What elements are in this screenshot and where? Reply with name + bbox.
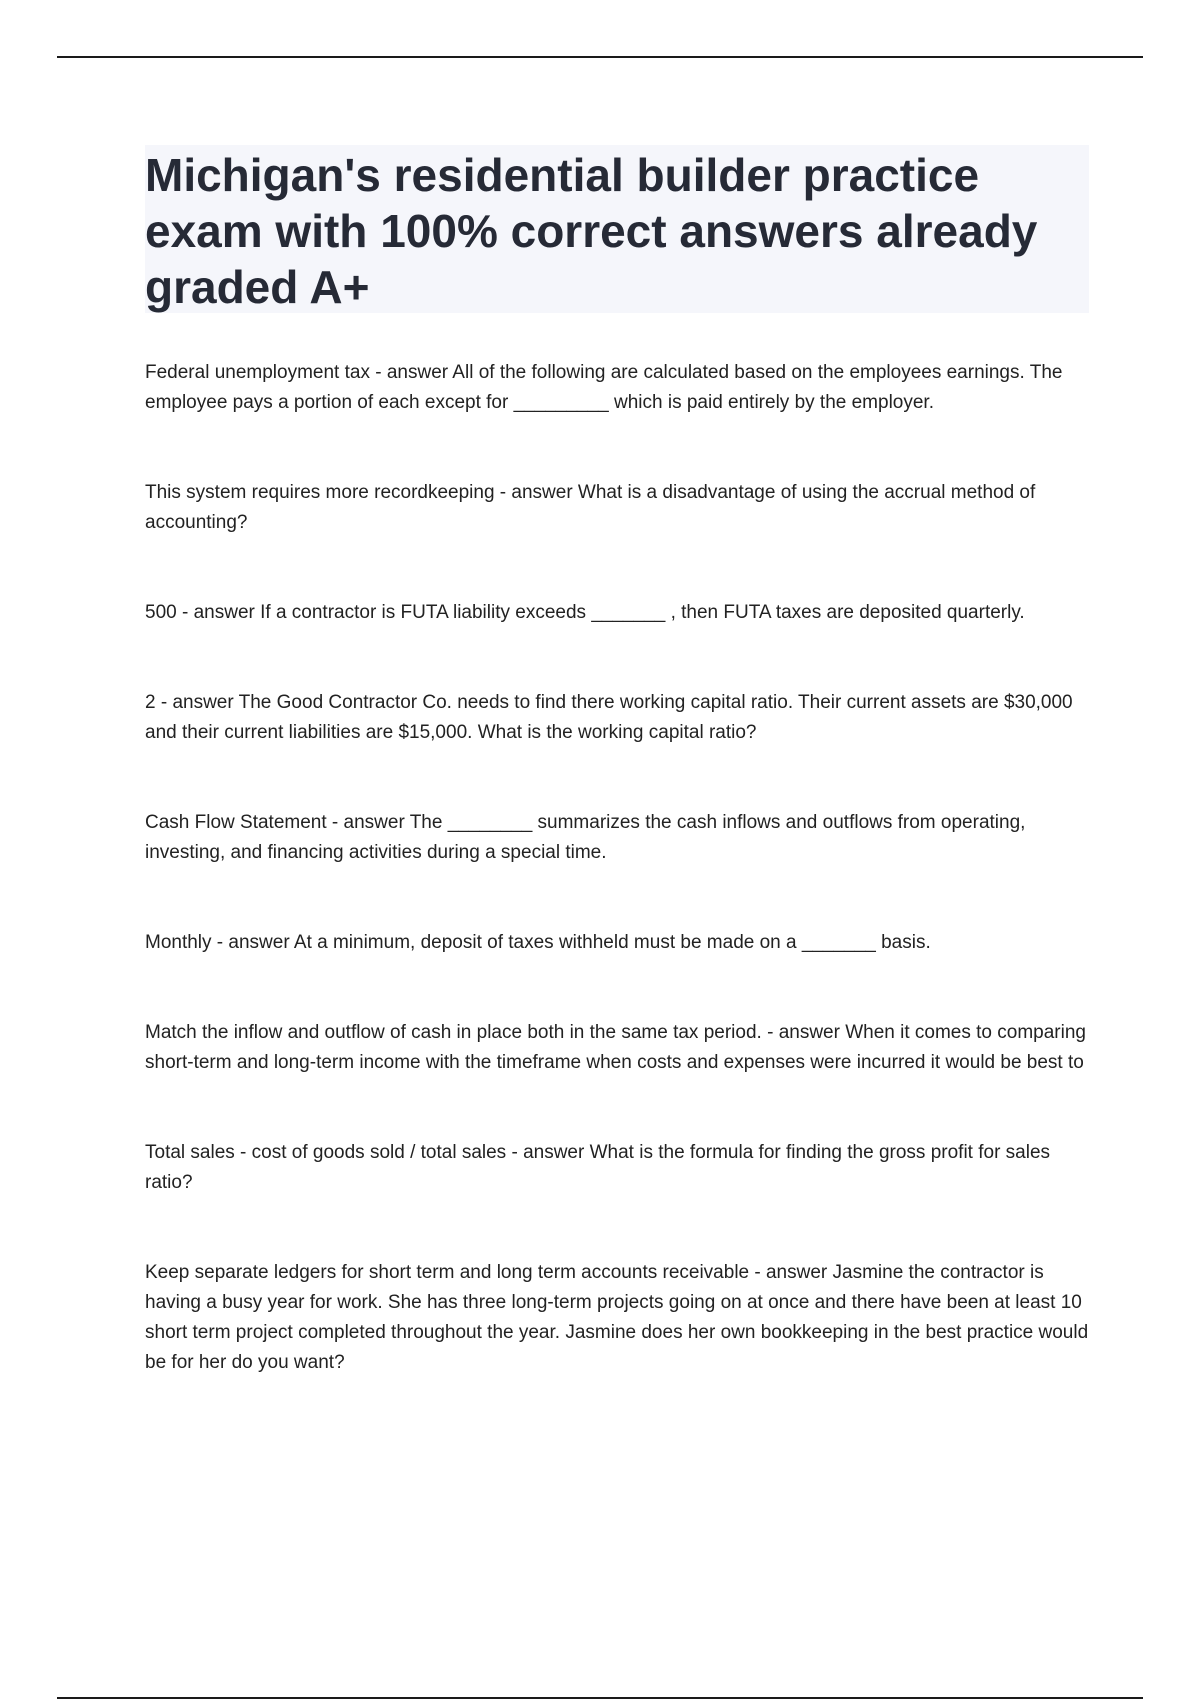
qa-item-6: Monthly - answer At a minimum, deposit of taxes withheld must be made on a _______ basis. bbox=[145, 932, 931, 953]
qa-item-4: 2 - answer The Good Contractor Co. needs to find there working capital ratio. Their current assets are $30,000 and their current liabilities are $15,000. What is the working capital ratio? bbox=[145, 692, 1073, 743]
top-divider bbox=[57, 56, 1143, 58]
qa-item-9: Keep separate ledgers for short term and long term accounts receivable - answer Jasmine the contractor is having a busy year for work. She has three long-term projects going on at once and there have been at least 10 short term project completed throughout the year. Jasmine does her own bookkeeping in the best practice would be for her do you want? bbox=[145, 1262, 1089, 1373]
qa-item-8: Total sales - cost of goods sold / total sales - answer What is the formula for finding the gross profit for sales ratio? bbox=[145, 1142, 1051, 1193]
qa-list bbox=[145, 358, 1089, 1438]
qa-item-2: This system requires more recordkeeping - answer What is a disadvantage of using the accrual method of accounting? bbox=[145, 482, 1036, 533]
qa-item-5: Cash Flow Statement - answer The ________ summarizes the cash inflows and outflows from operating, investing, and financing activities during a special time. bbox=[145, 812, 1026, 863]
qa-item-1: Federal unemployment tax - answer All of the following are calculated based on the employees earnings. The employee pays a portion of each except for _________ which is paid entirely by the employer. bbox=[145, 362, 1063, 413]
qa-item-7: Match the inflow and outflow of cash in place both in the same tax period. - answer When it comes to comparing short-term and long-term income with the timeframe when costs and expenses were incurred it would be best to bbox=[145, 1022, 1086, 1073]
bottom-divider bbox=[57, 1697, 1143, 1699]
document-title: Michigan's residential builder practice exam with 100% correct answers already graded A+ bbox=[145, 149, 1038, 313]
title-block bbox=[145, 145, 1089, 313]
qa-item-3: 500 - answer If a contractor is FUTA liability exceeds _______ , then FUTA taxes are deposited quarterly. bbox=[145, 602, 1025, 623]
